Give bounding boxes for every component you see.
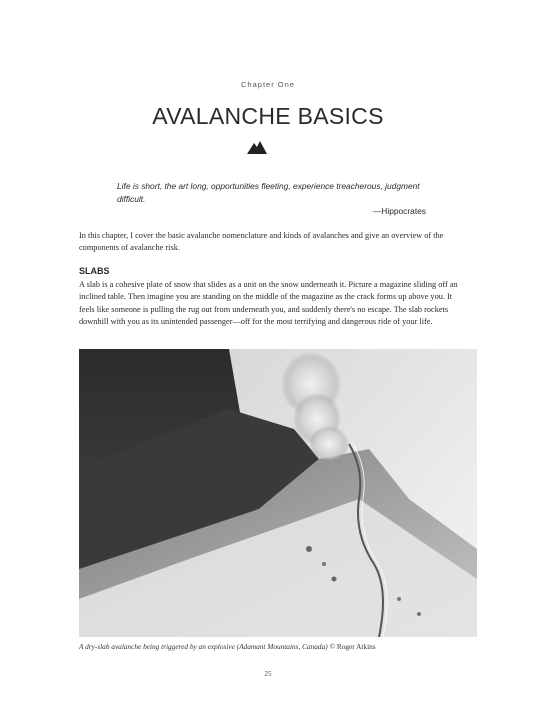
chapter-label: Chapter One	[241, 80, 295, 89]
mountain-icon	[247, 141, 267, 154]
page-number: 25	[264, 670, 272, 678]
chapter-title: AVALANCHE BASICS	[152, 103, 384, 129]
caption-text: A dry-slab avalanche being triggered by an explosive (Adamant Mountains, Canada)	[79, 642, 328, 651]
epigraph-attribution: —Hippocrates	[372, 206, 426, 216]
section-heading: SLABS	[79, 266, 110, 276]
section-body: A slab is a cohesive plate of snow that slides as a unit on the snow underneath it. Picture a magazine sliding off an inclined table. Then imagine you are standing on the middle of the magazine as the crack forms up above you. It feels like someone is pulling the rug out from underneath you, and suddenly there's no escape. The slab rockets downhill with you as its unintended passenger—off for the most terrifying and dangerous ride of your life.	[79, 280, 458, 327]
epigraph-quote: Life is short, the art long, opportunities fleeting, experience treacherous, judgment difficult.	[117, 181, 420, 204]
intro-paragraph: In this chapter, I cover the basic avalanche nomenclature and kinds of avalanches and give an overview of the components of avalanche risk.	[79, 231, 444, 253]
caption-credit: © Roger Atkins	[327, 642, 376, 651]
avalanche-photo	[79, 349, 477, 637]
photo-caption	[79, 642, 479, 651]
